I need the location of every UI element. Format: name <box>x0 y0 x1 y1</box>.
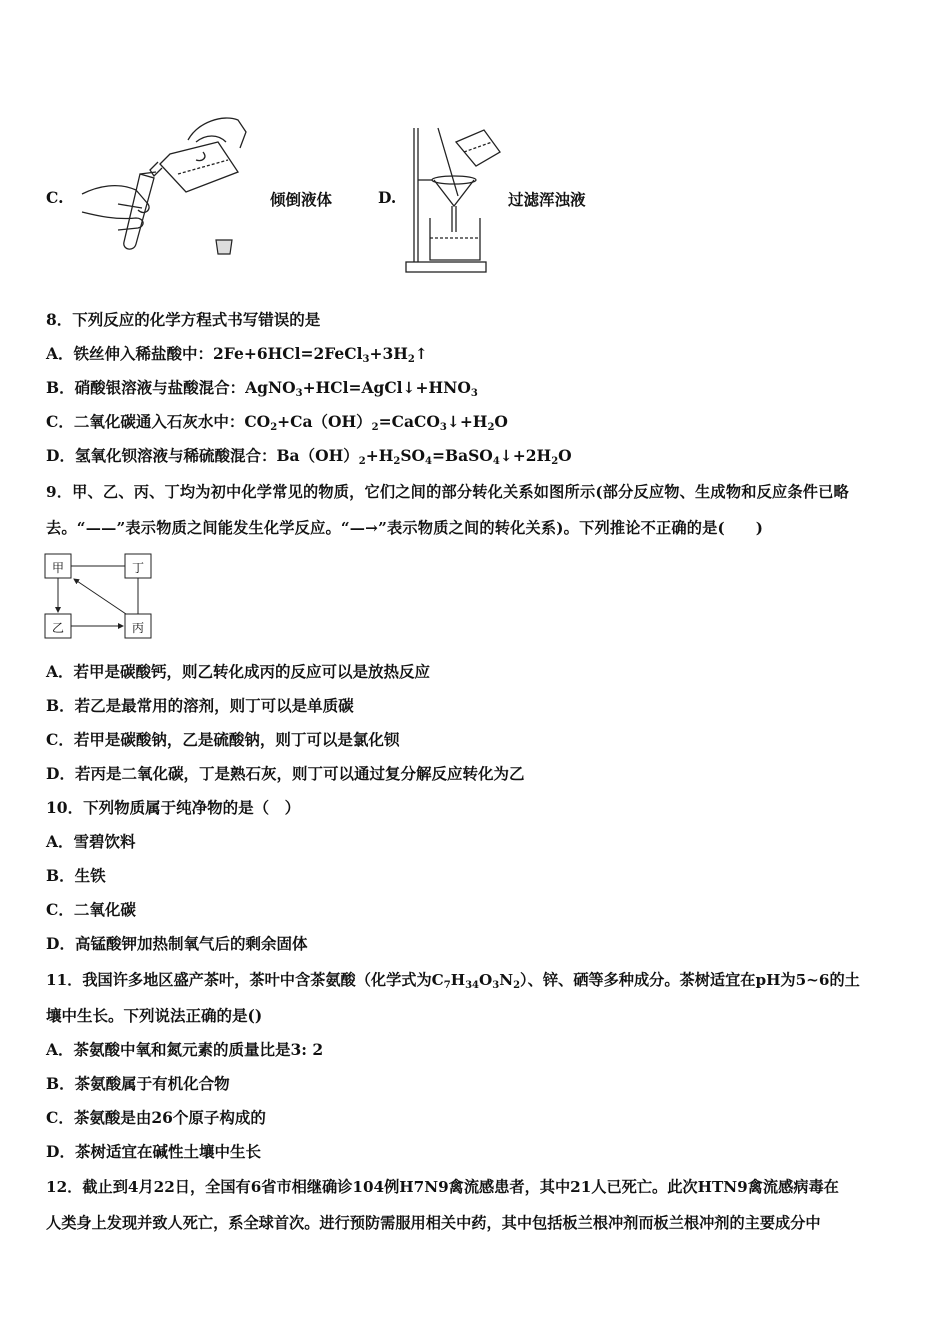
q9-stem-line2: 去。“——”表示物质之间能发生化学反应。“—→”表示物质之间的转化关系)。下列推论不正确的是( ) <box>46 519 764 537</box>
q11-option-d: D．茶树适宜在碱性土壤中生长 <box>46 1142 261 1161</box>
q10-option-c: C．二氧化碳 <box>46 900 136 919</box>
option-d-caption: 过滤浑浊液 <box>508 190 586 209</box>
q11-option-b: B．茶氨酸属于有机化合物 <box>46 1074 230 1093</box>
q9-option-b: B．若乙是最常用的溶剂，则丁可以是单质碳 <box>46 696 354 715</box>
pouring-liquid-illustration <box>78 112 248 262</box>
option-d-letter: D. <box>378 188 397 207</box>
q10-option-d: D．高锰酸钾加热制氧气后的剩余固体 <box>46 934 308 953</box>
q11-stem-line2: 壤中生长。下列说法正确的是() <box>46 1006 263 1025</box>
q10-option-b: B．生铁 <box>46 866 106 885</box>
q9-stem-line1: 9．甲、乙、丙、丁均为初中化学常见的物质，它们之间的部分转化关系如图所示(部分反应物、生成物和反应条件已略 <box>46 483 849 501</box>
q8-stem: 8．下列反应的化学方程式书写错误的是 <box>46 310 321 329</box>
filtration-apparatus-illustration <box>400 124 510 276</box>
node-bing: 丙 <box>132 621 145 635</box>
node-ding: 丁 <box>132 561 145 575</box>
q9-option-d: D．若丙是二氧化碳，丁是熟石灰，则丁可以通过复分解反应转化为乙 <box>46 764 525 783</box>
q8-option-a: A．铁丝伸入稀盐酸中：$2Fe+6HCl=2FeCl_3+3H_2↑$ <box>46 344 428 365</box>
option-c-caption: 倾倒液体 <box>270 190 333 209</box>
q11-option-a: A．茶氨酸中氧和氮元素的质量比是3: 2 <box>46 1040 324 1059</box>
q8-option-b: B．硝酸银溶液与盐酸混合：$AgNO_3+HCl=AgCl↓+HNO_3$ <box>46 378 478 399</box>
node-yi: 乙 <box>52 621 65 635</box>
q9-relationship-diagram <box>44 552 156 644</box>
q11-option-c: C．茶氨酸是由26个原子构成的 <box>46 1108 266 1127</box>
q10-option-a: A．雪碧饮料 <box>46 832 136 851</box>
node-jia: 甲 <box>52 561 65 575</box>
q12-line2: 人类身上发现并致人死亡，系全球首次。进行预防需服用相关中药，其中包括板兰根冲剂而板兰根冲剂的主要成分中 <box>46 1214 821 1232</box>
q8-option-c: C．二氧化碳通入石灰水中：$CO_2+Ca(OH)_2=CaCO_3↓+H_2O$ <box>46 412 508 433</box>
q9-option-c: C．若甲是碳酸钠，乙是硫酸钠，则丁可以是氯化钡 <box>46 730 400 749</box>
q10-stem: 10．下列物质属于纯净物的是（ ） <box>46 798 301 817</box>
q12-line1: 12．截止到4月22日，全国有6省市相继确诊104例H7N9禽流感患者，其中21人已死亡。此次HTN9禽流感病毒在 <box>46 1178 839 1196</box>
q11-stem-line1: 11．我国许多地区盛产茶叶，茶叶中含茶氨酸（化学式为$C_7H_{34}O_3N_2$）、锌、硒等多种成分。茶树适宜在pH为5~6的土 <box>46 971 860 991</box>
option-c-letter: C. <box>46 188 64 207</box>
q9-option-a: A．若甲是碳酸钙，则乙转化成丙的反应可以是放热反应 <box>46 662 431 681</box>
q8-option-d: D．氢氧化钡溶液与稀硫酸混合：$Ba(OH)_2+H_2SO_4=BaSO_4↓+2H_2O$ <box>46 446 572 467</box>
